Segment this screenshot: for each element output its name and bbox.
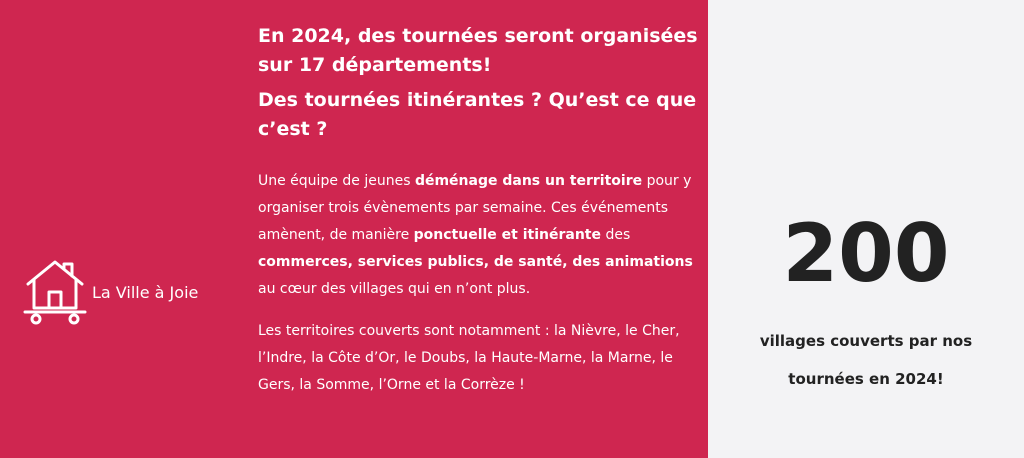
bold-segment: ponctuelle et itinérante — [413, 227, 601, 243]
heading-question: Des tournées itinérantes ? Qu’est ce que c’est ? — [258, 89, 697, 140]
bold-segment: déménage dans un territoire — [414, 173, 643, 189]
paragraph-description — [258, 168, 698, 303]
stat-caption: villages couverts par nos tournées en 2024! — [759, 332, 973, 388]
logo[interactable] — [22, 258, 198, 326]
content — [258, 22, 698, 399]
text-segment: Une équipe de jeunes — [258, 173, 415, 189]
house-on-cart-icon — [22, 258, 88, 326]
heading-departments: En 2024, des tournées seront organisées sur 17 départements! — [258, 25, 698, 76]
stat-panel — [708, 0, 1024, 458]
paragraph-territories: Les territoires couverts sont notamment : la Nièvre, le Cher, l’Indre, la Côte d’Or, le Doubs, la Haute-Marne, la Marne, le Gers, la Somme, l’Orne et la Corrèze ! — [258, 323, 680, 393]
text-segment: des — [601, 227, 631, 243]
text-segment: au cœur des villages qui en n’ont plus. — [258, 281, 531, 297]
text-segment: pour y organiser trois évènements par semaine. Ces événements amènent, de manière — [258, 173, 692, 243]
stat-value: 200 — [782, 207, 950, 300]
bold-segment: commerces, services publics, de santé, des animations — [258, 254, 693, 270]
logo-text: La Ville à Joie — [92, 282, 199, 302]
